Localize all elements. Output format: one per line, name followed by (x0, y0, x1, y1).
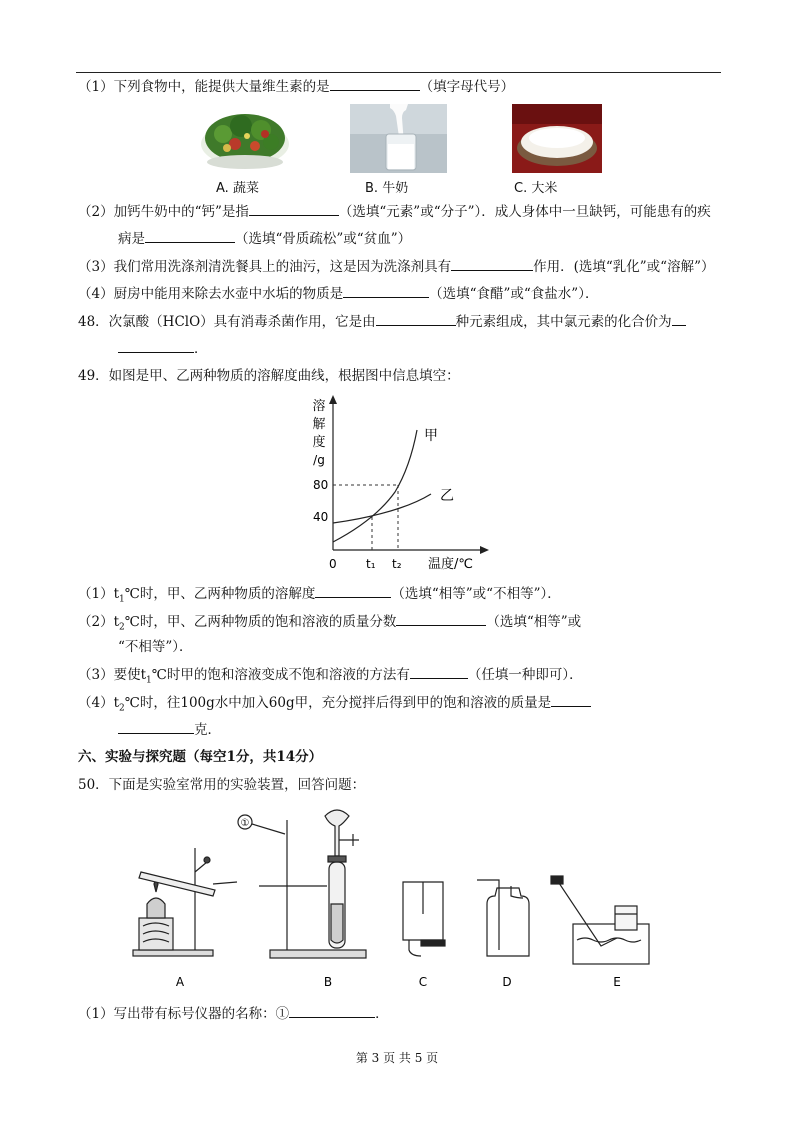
q49-2-line2-text: “不相等”）． (118, 639, 193, 655)
q49-2-pre: （2）t (78, 614, 120, 630)
q48-line2 (118, 338, 208, 359)
q48-blank2-start[interactable] (672, 311, 686, 326)
q49-4-post: ℃时，往100g水中加入60g甲，充分搅拌后得到甲的饱和溶液的质量是 (124, 695, 552, 711)
q47-3-line (78, 256, 714, 277)
q49-4-line2 (118, 719, 221, 740)
marker-1: ① (240, 818, 250, 829)
q49-1-blank[interactable] (315, 583, 391, 598)
q47-1-line (78, 76, 514, 97)
q49-2-sub: 2 (119, 622, 125, 633)
q48-blank2[interactable] (118, 338, 194, 353)
solubility-chart (300, 392, 500, 577)
q50-1-blank[interactable] (289, 1003, 375, 1018)
q49-4-pre: （4）t (78, 695, 120, 711)
apparatus-c (403, 882, 445, 956)
header-rule (76, 72, 721, 73)
apparatus-label-e: E (613, 975, 621, 989)
q47-1-suffix: （填字母代号） (419, 79, 515, 95)
q49-3-sub: 1 (146, 675, 152, 686)
apparatus-label-a: A (175, 975, 185, 989)
q49-3-post: ℃时甲的饱和溶液变成不饱和溶液的方法有 (151, 667, 410, 683)
q47-4-suffix: （选填“食醋”或“食盐水”）． (429, 286, 599, 302)
q47-2-blank1[interactable] (249, 201, 339, 216)
y-label-unit: /g (313, 453, 325, 467)
q49-2-line1 (78, 611, 581, 638)
option-c-caption (514, 177, 557, 196)
option-a-caption (216, 177, 259, 196)
section-6-title (78, 747, 322, 767)
option-c-text: 大米 (531, 181, 558, 196)
apparatus-label-c: C (418, 975, 428, 989)
q47-3-prefix: （3）我们常用洗涤剂清洗餐具上的油污，这是因为洗涤剂具有 (78, 259, 452, 275)
q47-1-prefix: （1）下列食物中，能提供大量维生素的是 (78, 79, 330, 95)
x-tick-t2: t₂ (392, 557, 402, 571)
y-axis-arrow (329, 395, 337, 404)
q49-1-pre: （1）t (78, 586, 120, 602)
q47-2-prefix: （2）加钙牛奶中的“钙”是指 (78, 204, 249, 220)
q49-4-blank[interactable] (118, 719, 194, 734)
y-tick-40: 40 (313, 510, 329, 524)
y-label-char-1: 溶 (312, 399, 326, 414)
q49-4-end: 克． (194, 722, 221, 738)
option-c-letter: C. (514, 181, 528, 196)
page-footer (0, 1049, 794, 1066)
q50-stem (78, 775, 365, 795)
x-tick-t1: t₁ (366, 557, 376, 571)
q49-3-line (78, 664, 583, 691)
q48-blank1[interactable] (376, 311, 456, 326)
curve-jia (333, 430, 417, 542)
q47-3-suffix: 作用．(选填“乳化”或“溶解”） (533, 259, 715, 275)
q49-4-line1 (78, 692, 591, 719)
q48-end: ． (194, 341, 208, 357)
x-axis-arrow (480, 546, 489, 554)
q49-stem (78, 366, 460, 386)
q47-4-blank[interactable] (343, 283, 429, 298)
y-label-char-2: 解 (312, 417, 326, 432)
q47-2-blank2[interactable] (145, 228, 235, 243)
rice-image (512, 104, 602, 173)
option-b-text: 牛奶 (382, 181, 409, 196)
apparatus-d (477, 880, 529, 956)
option-a-text: 蔬菜 (232, 181, 259, 196)
section-6-title-text: 六、实验与探究题（每空1分，共14分） (78, 749, 323, 765)
option-a-letter: A. (216, 181, 229, 196)
q50-1-line (78, 1003, 389, 1024)
q47-2-line1 (78, 201, 711, 222)
q49-1-end: （选填“相等”或“不相等”）． (391, 586, 561, 602)
page-number: 第 3 页 共 5 页 (355, 1051, 439, 1065)
q49-3-blank[interactable] (410, 664, 468, 679)
q49-3-pre: （3）要使t (78, 667, 147, 683)
apparatus-label-d: D (502, 975, 512, 989)
q49-3-end: （任填一种即可）． (467, 667, 583, 683)
q47-3-blank[interactable] (451, 256, 533, 271)
apparatus-label-b: B (323, 975, 333, 989)
q48-prefix: 48．次氯酸（HClO）具有消毒杀菌作用，它是由 (78, 314, 376, 330)
y-tick-80: 80 (313, 478, 329, 492)
series-label-yi: 乙 (440, 488, 454, 504)
q47-2-line2-prefix: 病是 (118, 231, 145, 247)
apparatus-a (133, 848, 237, 956)
q49-1-sub: 1 (119, 594, 125, 605)
q49-2-blank[interactable] (396, 611, 486, 626)
x-axis-label: 温度/℃ (428, 557, 473, 572)
y-label-char-3: 度 (312, 435, 326, 450)
apparatus-e (551, 876, 649, 964)
q48-line1 (78, 311, 686, 332)
q49-stem-text: 49．如图是甲、乙两种物质的溶解度曲线，根据图中信息填空： (78, 368, 460, 384)
milk-image (350, 104, 447, 173)
q50-1-prefix: （1）写出带有标号仪器的名称：① (78, 1006, 290, 1022)
origin-label: 0 (329, 557, 337, 571)
curve-yi (333, 494, 431, 523)
q50-1-end: ． (375, 1006, 389, 1022)
q50-stem-text: 50．下面是实验室常用的实验装置，回答问题： (78, 777, 366, 793)
series-label-jia: 甲 (424, 428, 438, 444)
q49-1-line (78, 583, 561, 610)
q47-2-line2-suffix: （选填“骨质疏松”或“贫血”） (235, 231, 412, 247)
q49-1-post: ℃时，甲、乙两种物质的溶解度 (124, 586, 316, 602)
option-b-letter: B. (365, 181, 379, 196)
q47-2-line2 (118, 228, 411, 249)
q47-4-line (78, 283, 598, 304)
q48-middle: 种元素组成，其中氯元素的化合价为 (455, 314, 672, 330)
q49-2-line2 (118, 637, 193, 657)
q49-2-end: （选填“相等”或 (486, 614, 582, 630)
apparatus-figure (125, 800, 665, 1000)
q47-1-answer-blank[interactable] (330, 76, 420, 91)
q47-4-prefix: （4）厨房中能用来除去水壶中水垢的物质是 (78, 286, 344, 302)
q49-4-sub: 2 (119, 703, 125, 714)
option-b-caption (365, 177, 408, 196)
vegetable-image (197, 104, 294, 173)
q47-2-suffix: （选填“元素”或“分子”）．成人身体中一旦缺钙，可能患有的疾 (338, 204, 711, 220)
apparatus-b (238, 810, 366, 958)
q49-4-blank-start[interactable] (551, 692, 591, 707)
q49-2-post: ℃时，甲、乙两种物质的饱和溶液的质量分数 (124, 614, 397, 630)
